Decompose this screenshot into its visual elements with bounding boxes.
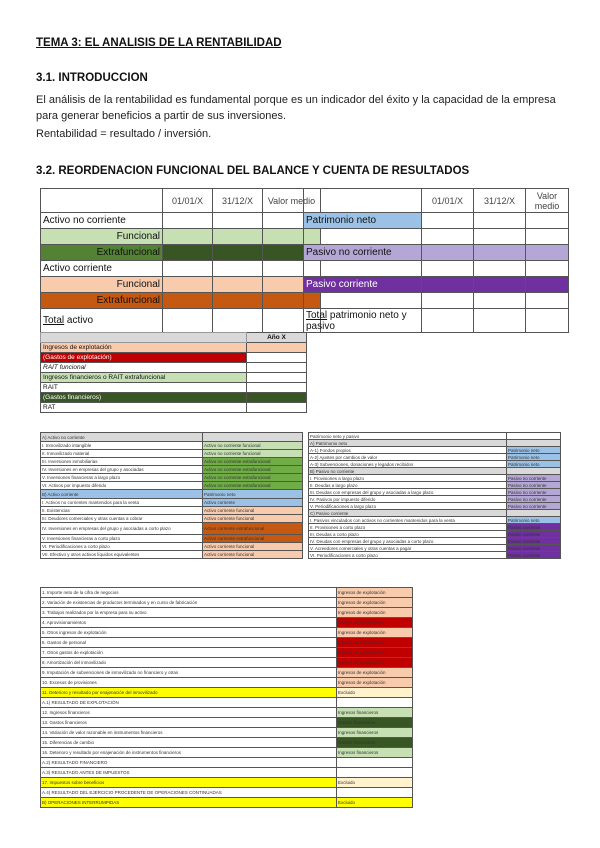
liab-class: Patrimonio neto [507, 454, 561, 461]
liabilities-classification-table [308, 432, 561, 559]
pyg-class: Gastos de explotación [337, 648, 413, 658]
pyg-class: Gastos financieros [337, 718, 413, 728]
row-funcional: Funcional [41, 229, 163, 245]
asset-row: II. Inmovilizado material [41, 450, 203, 458]
asset-class: Activo no corriente extrafuncional [203, 466, 303, 474]
row-total-activo [41, 309, 163, 333]
header-date2-r: 31/12/X [474, 189, 526, 213]
liab-row: IV. Pasivos por impuesto diferido [309, 496, 507, 503]
total-rest-r: patrimonio neto y [327, 309, 407, 321]
results-row: RAT [41, 403, 247, 413]
row-activo-no-corriente: Activo no corriente [41, 213, 163, 229]
liab-row: A-2) Ajustes por cambios de valor [309, 454, 507, 461]
liab-class: Pasivo no corriente [507, 475, 561, 482]
header-date1: 01/01/X [163, 189, 213, 213]
asset-row: V. Inversiones financieras a largo plazo [41, 474, 203, 482]
asset-row: III. Deudores comerciales y otras cuentas a cobrar [41, 515, 203, 523]
liab-row: A) Patrimonio neto [309, 440, 507, 447]
pyg-row: B) OPERACIONES INTERRUMPIDAS [41, 798, 337, 808]
row-funcional-2: Funcional [41, 277, 163, 293]
results-header: Año X [247, 333, 307, 343]
pyg-row: 7. Otros gastos de explotación [41, 648, 337, 658]
liab-row: Patrimonio neto y pasivo [309, 433, 507, 440]
balance-assets-table [40, 188, 321, 333]
liab-row: IV. Deudas con empresas del grupo y asociadas a corto plazo [309, 538, 507, 545]
liab-row: III. Deudas con empresas del grupo y asociadas a largo plazo [309, 489, 507, 496]
pyg-row: 10. Excesos de provisiones [41, 678, 337, 688]
results-row: Ingresos de explotación [41, 343, 247, 353]
liab-row: B) Pasivo no corriente [309, 468, 507, 475]
total-rest: activo [64, 315, 94, 326]
liab-row: A-3) Subvenciones, donaciones y legados recibidos [309, 461, 507, 468]
pyg-class: Ingresos de explotación [337, 608, 413, 618]
row-pasivo-no-corriente: Pasivo no corriente [304, 245, 422, 261]
pyg-row: 2. Variación de existencias de productos terminados y en curso de fabricación [41, 598, 337, 608]
intro-paragraph-line1: El análisis de la rentabilidad es fundamental porque es un indicador del éxito y la capacidad de la empresa [36, 94, 556, 106]
results-row: RAIT [41, 383, 247, 393]
asset-class: Activo corriente extrafuncional [203, 535, 303, 543]
liab-class: Pasivo no corriente [507, 489, 561, 496]
pyg-class: Gastos de explotación [337, 618, 413, 628]
asset-class: Activo corriente funcional [203, 551, 303, 559]
liab-row: I. Pasivos vinculados con activos no corrientes mantenidos para la venta [309, 517, 507, 524]
asset-class: Activo corriente funcional [203, 543, 303, 551]
pyg-row: A.1) RESULTADO DE EXPLOTACIÓN [41, 698, 337, 708]
pyg-class: Ingresos de explotación [337, 668, 413, 678]
results-row: (Gastos financieros) [41, 393, 247, 403]
pyg-row: 15. Diferencias de cambio [41, 738, 337, 748]
asset-class: Activo no corriente funcional [203, 442, 303, 450]
intro-formula: Rentabilidad = resultado / inversión. [36, 128, 212, 140]
pyg-row: 16. Deterioro y resultado por enajenación de instrumentos financieros [41, 748, 337, 758]
header-date2: 31/12/X [213, 189, 263, 213]
pyg-row: 4. Aprovisionamientos [41, 618, 337, 628]
pyg-row: 3. Trabajos realizados por la empresa para su activo [41, 608, 337, 618]
pyg-class: Excluido [337, 778, 413, 788]
liab-row: II. Deudas a largo plazo [309, 482, 507, 489]
asset-row: A) Activo no corriente [41, 433, 203, 442]
pyg-class: Ingresos de explotación [337, 678, 413, 688]
asset-row: IV. Inversiones en empresas del grupo y asociadas a corto plazo [41, 523, 203, 535]
pyg-row: 1. Importe neto de la cifra de negocios [41, 588, 337, 598]
pyg-class: Excluido [337, 688, 413, 698]
liab-row: V. Periodificaciones a largo plazo [309, 503, 507, 510]
liab-class: Pasivo corriente [507, 552, 561, 559]
results-row: (Gastos de explotación) [41, 353, 247, 363]
liab-class: Patrimonio neto [507, 461, 561, 468]
asset-class: Activo corriente [203, 499, 303, 507]
asset-class: Activo no corriente funcional [203, 450, 303, 458]
liab-class: Pasivo no corriente [507, 496, 561, 503]
asset-row: II. Existencias [41, 507, 203, 515]
pyg-row: A.2) RESULTADO FINANCIERO [41, 758, 337, 768]
asset-class: Activo no corriente extrafuncional [203, 474, 303, 482]
pyg-classification-table [40, 587, 413, 808]
pyg-class: Ingresos financieros [337, 708, 413, 718]
pyg-class: Ingresos de explotación [337, 588, 413, 598]
asset-class: Activo corriente funcional [203, 507, 303, 515]
asset-class: Activo corriente extrafuncional [203, 523, 303, 535]
liab-row: VI. Periodificaciones a corto plazo [309, 552, 507, 559]
pyg-row: A.4) RESULTADO DEL EJERCICIO PROCEDENTE DE OPERACIONES CONTINUADAS [41, 788, 337, 798]
total-line2-r: pasivo [306, 320, 335, 332]
pyg-class: Gastos financieros [337, 738, 413, 748]
liab-class: Pasivo no corriente [507, 482, 561, 489]
intro-heading: 3.1. INTRODUCCIÓN [36, 72, 148, 84]
page-title: TEMA 3: EL ANÁLISIS DE LA RENTABILIDAD [36, 37, 282, 49]
pyg-row: 12. Ingresos financieros [41, 708, 337, 718]
liab-class: Pasivo corriente [507, 545, 561, 552]
header-date1-r: 01/01/X [422, 189, 474, 213]
asset-row: V. Inversiones financieras a corto plazo [41, 535, 203, 543]
pyg-row: 5. Otros ingresos de explotación [41, 628, 337, 638]
liab-row: A-1) Fondos propios [309, 447, 507, 454]
pyg-row: 14. Variación de valor razonable en instrumentos financieros [41, 728, 337, 738]
asset-row: I. Activos no corrientes mantenidos para la venta [41, 499, 203, 507]
liab-row: C) Pasivo corriente [309, 510, 507, 517]
results-table [40, 332, 307, 413]
pyg-row: 13. Gastos financieros [41, 718, 337, 728]
liab-class: Pasivo no corriente [507, 503, 561, 510]
liab-row: V. Acreedores comerciales y otras cuentas a pagar [309, 545, 507, 552]
asset-class: Activo no corriente extrafuncional [203, 458, 303, 466]
liab-row: III. Deudas a corto plazo [309, 531, 507, 538]
pyg-row: 9. Imputación de subvenciones de inmovilizado no financiero y otras [41, 668, 337, 678]
header-empty [41, 189, 163, 213]
total-word: Total [43, 315, 65, 326]
row-patrimonio-neto: Patrimonio neto [304, 213, 422, 229]
pyg-row: A.3) RESULTADO ANTES DE IMPUESTOS [41, 768, 337, 778]
liab-class: Patrimonio neto [507, 517, 561, 524]
intro-paragraph-line2: para generar beneficios a partir de sus inversiones. [36, 110, 287, 122]
pyg-class: Ingresos financieros [337, 748, 413, 758]
header-avg-r: Valor medio [526, 189, 569, 213]
pyg-row: 17. Impuestos sobre beneficios [41, 778, 337, 788]
pyg-row: 11. Deterioro y resultado por enajenación del inmovilizado [41, 688, 337, 698]
asset-class: Patrimonio neto [203, 490, 303, 499]
results-row: RAIT funcional [41, 363, 247, 373]
pyg-row: 8. Amortización del inmovilizado [41, 658, 337, 668]
liab-row: I. Provisiones a largo plazo [309, 475, 507, 482]
asset-classification-table [40, 432, 303, 559]
balance-liabilities-table [303, 188, 569, 333]
pyg-class: Excluido [337, 798, 413, 808]
liab-class: Patrimonio neto [507, 447, 561, 454]
row-extrafuncional-2: Extrafuncional [41, 293, 163, 309]
asset-row: B) Activo corriente [41, 490, 203, 499]
row-pasivo-corriente: Pasivo corriente [304, 277, 422, 293]
asset-class: Activo no corriente extrafuncional [203, 482, 303, 490]
results-row: Ingresos financieros o RAIT extrafuncional [41, 373, 247, 383]
liab-class: Pasivo corriente [507, 524, 561, 531]
pyg-row: 6. Gastos de personal [41, 638, 337, 648]
pyg-class: Ingresos de explotación [337, 598, 413, 608]
liab-row: II. Provisiones a corto plazo [309, 524, 507, 531]
asset-row: III. Inversiones inmobiliarias [41, 458, 203, 466]
liab-class: Pasivo corriente [507, 538, 561, 545]
header-avg: Valor medio [263, 189, 321, 213]
row-activo-corriente: Activo corriente [41, 261, 163, 277]
header-empty-r [304, 189, 422, 213]
pyg-class: Ingresos de explotación [337, 628, 413, 638]
asset-row: I. Inmovilizado intangible [41, 442, 203, 450]
row-extrafuncional: Extrafuncional [41, 245, 163, 261]
asset-row: VI. Periodificaciones a corto plazo [41, 543, 203, 551]
asset-class: Activo corriente funcional [203, 515, 303, 523]
asset-row: VII. Efectivo y otros activos líquidos equivalentes [41, 551, 203, 559]
pyg-class: Ingresos financieros [337, 728, 413, 738]
asset-row: VI. Activos por impuesto diferido [41, 482, 203, 490]
row-total-pn-pasivo [304, 309, 422, 333]
pyg-class: Gastos de explotación [337, 658, 413, 668]
asset-row: IV. Inversiones en empresas del grupo y asociadas [41, 466, 203, 474]
total-word-r: Total [306, 309, 328, 321]
pyg-class: Gastos de explotación [337, 638, 413, 648]
section2-heading: 3.2. REORDENACIÓN FUNCIONAL DEL BALANCE Y CUENTA DE RESULTADOS [36, 165, 470, 177]
liab-class: Pasivo corriente [507, 531, 561, 538]
